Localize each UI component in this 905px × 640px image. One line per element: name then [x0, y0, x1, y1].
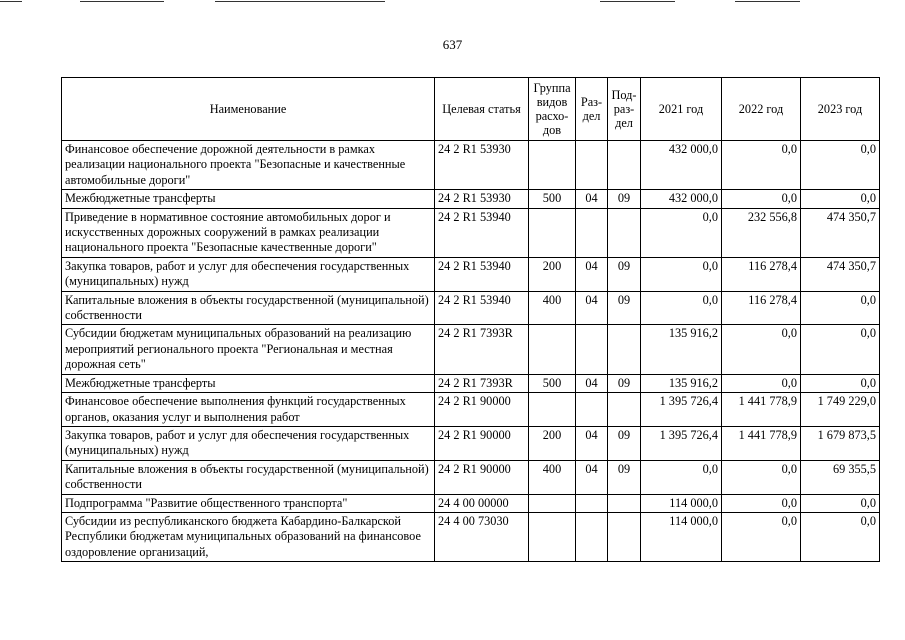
cell-group: 200 — [529, 257, 576, 291]
cell-group — [529, 494, 576, 512]
cell-section: 04 — [576, 374, 608, 392]
cell-y2022: 0,0 — [722, 494, 801, 512]
cell-subsection — [608, 512, 641, 561]
cell-y2021: 432 000,0 — [641, 141, 722, 190]
header-2022: 2022 год — [722, 78, 801, 141]
cell-name: Финансовое обеспечение дорожной деятельности в рамках реализации национального проекта "Безопасные и качественные автомобильные дороги" — [62, 141, 435, 190]
cell-section: 04 — [576, 257, 608, 291]
cell-y2022: 0,0 — [722, 512, 801, 561]
cell-section: 04 — [576, 190, 608, 208]
cell-subsection — [608, 141, 641, 190]
table-body — [62, 141, 880, 562]
table-row — [62, 494, 880, 512]
cell-y2023: 69 355,5 — [801, 460, 880, 494]
cell-section — [576, 512, 608, 561]
table-row — [62, 325, 880, 374]
budget-table — [61, 77, 880, 562]
cell-name: Субсидии из республиканского бюджета Кабардино-Балкарской Республики бюджетам муниципальных образований на финансовое оздоровление организаций, — [62, 512, 435, 561]
cell-y2022: 0,0 — [722, 374, 801, 392]
cell-y2022: 232 556,8 — [722, 208, 801, 257]
cell-y2023: 474 350,7 — [801, 257, 880, 291]
cell-subsection: 09 — [608, 190, 641, 208]
table-row — [62, 291, 880, 325]
page-number: 637 — [442, 37, 463, 52]
cell-section — [576, 141, 608, 190]
cell-code: 24 2 R1 90000 — [435, 393, 529, 427]
cell-code: 24 4 00 73030 — [435, 512, 529, 561]
cell-name: Субсидии бюджетам муниципальных образований на реализацию мероприятий регионального проекта "Региональная и местная дорожная сеть" — [62, 325, 435, 374]
cell-name: Финансовое обеспечение выполнения функций государственных органов, оказания услуг и выполнения работ — [62, 393, 435, 427]
header-name: Наименование — [62, 78, 435, 141]
cell-subsection: 09 — [608, 426, 641, 460]
cell-y2021: 1 395 726,4 — [641, 426, 722, 460]
cell-y2023: 0,0 — [801, 141, 880, 190]
cell-section — [576, 494, 608, 512]
cell-y2021: 135 916,2 — [641, 325, 722, 374]
scan-artifact-lines — [0, 0, 905, 6]
cell-y2022: 1 441 778,9 — [722, 426, 801, 460]
cell-name: Закупка товаров, работ и услуг для обеспечения государственных (муниципальных) нужд — [62, 257, 435, 291]
cell-code: 24 4 00 00000 — [435, 494, 529, 512]
table-row — [62, 374, 880, 392]
cell-code: 24 2 R1 7393R — [435, 325, 529, 374]
cell-subsection: 09 — [608, 460, 641, 494]
cell-subsection: 09 — [608, 291, 641, 325]
cell-name: Приведение в нормативное состояние автомобильных дорог и искусственных дорожных сооружений в рамках реализации национального проекта "Безопасные качественные дороги" — [62, 208, 435, 257]
cell-group — [529, 393, 576, 427]
cell-name: Капитальные вложения в объекты государственной (муниципальной) собственности — [62, 291, 435, 325]
cell-code: 24 2 R1 7393R — [435, 374, 529, 392]
cell-group — [529, 141, 576, 190]
cell-code: 24 2 R1 53930 — [435, 141, 529, 190]
cell-code: 24 2 R1 90000 — [435, 426, 529, 460]
cell-group: 400 — [529, 291, 576, 325]
cell-y2021: 0,0 — [641, 257, 722, 291]
cell-y2023: 0,0 — [801, 512, 880, 561]
table-row — [62, 512, 880, 561]
cell-y2022: 0,0 — [722, 190, 801, 208]
cell-group — [529, 325, 576, 374]
table-row — [62, 426, 880, 460]
table-row — [62, 257, 880, 291]
cell-code: 24 2 R1 53940 — [435, 257, 529, 291]
cell-y2023: 0,0 — [801, 190, 880, 208]
cell-section — [576, 208, 608, 257]
cell-y2021: 114 000,0 — [641, 494, 722, 512]
cell-y2023: 0,0 — [801, 374, 880, 392]
cell-name: Межбюджетные трансферты — [62, 190, 435, 208]
cell-subsection — [608, 393, 641, 427]
cell-y2021: 432 000,0 — [641, 190, 722, 208]
cell-y2021: 135 916,2 — [641, 374, 722, 392]
cell-y2022: 0,0 — [722, 141, 801, 190]
cell-y2022: 1 441 778,9 — [722, 393, 801, 427]
cell-y2022: 116 278,4 — [722, 291, 801, 325]
cell-group — [529, 512, 576, 561]
cell-y2023: 1 749 229,0 — [801, 393, 880, 427]
cell-y2023: 474 350,7 — [801, 208, 880, 257]
cell-y2022: 116 278,4 — [722, 257, 801, 291]
cell-section: 04 — [576, 426, 608, 460]
cell-code: 24 2 R1 53930 — [435, 190, 529, 208]
cell-name: Закупка товаров, работ и услуг для обеспечения государственных (муниципальных) нужд — [62, 426, 435, 460]
cell-y2022: 0,0 — [722, 325, 801, 374]
cell-code: 24 2 R1 53940 — [435, 291, 529, 325]
cell-name: Межбюджетные трансферты — [62, 374, 435, 392]
cell-group: 400 — [529, 460, 576, 494]
header-subsection: Под- раз- дел — [608, 78, 641, 141]
cell-subsection — [608, 494, 641, 512]
header-target: Целевая статья — [435, 78, 529, 141]
table-row — [62, 460, 880, 494]
cell-y2023: 1 679 873,5 — [801, 426, 880, 460]
table-row — [62, 208, 880, 257]
cell-y2023: 0,0 — [801, 325, 880, 374]
cell-name: Капитальные вложения в объекты государственной (муниципальной) собственности — [62, 460, 435, 494]
header-group: Группа видов расхо- дов — [529, 78, 576, 141]
cell-group: 500 — [529, 190, 576, 208]
cell-code: 24 2 R1 90000 — [435, 460, 529, 494]
cell-name: Подпрограмма "Развитие общественного транспорта" — [62, 494, 435, 512]
cell-y2021: 0,0 — [641, 460, 722, 494]
table-row — [62, 141, 880, 190]
cell-y2023: 0,0 — [801, 291, 880, 325]
cell-section: 04 — [576, 291, 608, 325]
cell-y2023: 0,0 — [801, 494, 880, 512]
cell-y2021: 1 395 726,4 — [641, 393, 722, 427]
cell-y2021: 114 000,0 — [641, 512, 722, 561]
cell-y2022: 0,0 — [722, 460, 801, 494]
cell-subsection — [608, 208, 641, 257]
table-row — [62, 393, 880, 427]
cell-section — [576, 325, 608, 374]
cell-y2021: 0,0 — [641, 208, 722, 257]
cell-subsection: 09 — [608, 374, 641, 392]
cell-code: 24 2 R1 53940 — [435, 208, 529, 257]
cell-group: 500 — [529, 374, 576, 392]
table-header-row — [62, 78, 880, 141]
header-2021: 2021 год — [641, 78, 722, 141]
table-row — [62, 190, 880, 208]
cell-section — [576, 393, 608, 427]
cell-subsection — [608, 325, 641, 374]
cell-section: 04 — [576, 460, 608, 494]
cell-group: 200 — [529, 426, 576, 460]
cell-group — [529, 208, 576, 257]
header-section: Раз- дел — [576, 78, 608, 141]
header-2023: 2023 год — [801, 78, 880, 141]
cell-y2021: 0,0 — [641, 291, 722, 325]
cell-subsection: 09 — [608, 257, 641, 291]
